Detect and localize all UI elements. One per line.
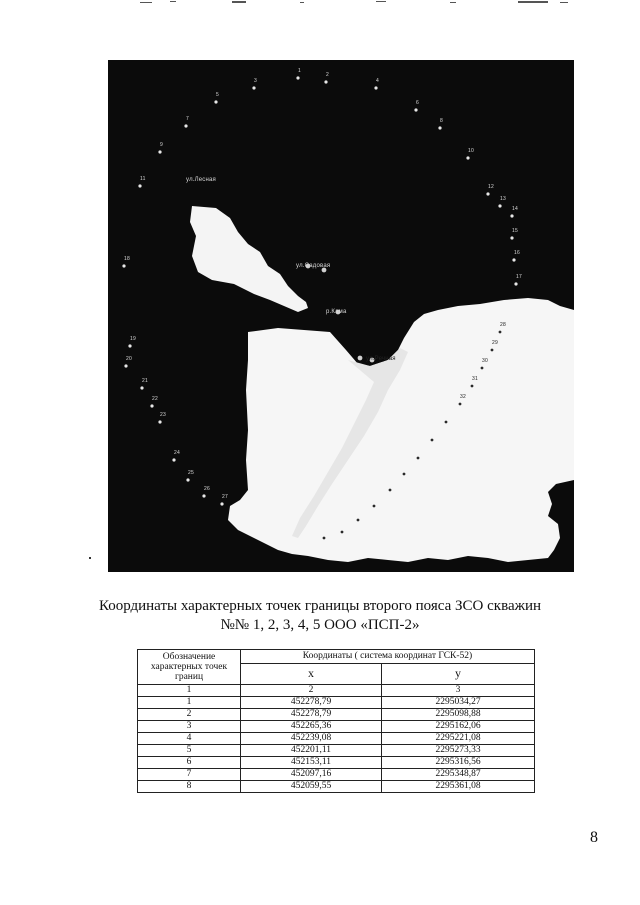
header-y: y [382,663,535,684]
map-point-number: 24 [174,450,180,456]
map-point-number: 26 [204,486,210,492]
map-point-number: 7 [186,116,189,122]
map-point-number: 17 [516,274,522,280]
column-number: 3 [382,685,535,697]
map-point-number: 22 [152,396,158,402]
map-point-number: 8 [440,118,443,124]
map-point-number: 13 [500,196,506,202]
point-number: 5 [138,745,241,757]
map-label: ул.Садовая [296,263,331,269]
map-drawing [108,60,574,572]
map-point-number: 20 [126,356,132,362]
map-point-number: 6 [416,100,419,106]
point-number: 4 [138,733,241,745]
page-number: 8 [590,829,598,846]
scan-specks [0,0,640,20]
header-x: x [241,663,382,684]
map-point-number: 2 [326,72,329,78]
coordinate-y: 2295316,56 [382,757,535,769]
coordinate-x: 452153,11 [241,757,382,769]
coordinate-x: 452265,36 [241,721,382,733]
map-label: ул.Речная [366,356,396,362]
map-point-number: 21 [142,378,148,384]
coordinate-x: 452239,08 [241,733,382,745]
coordinate-x: 452278,79 [241,697,382,709]
coordinate-y: 2295162,06 [382,721,535,733]
table-row [138,709,535,721]
point-number: 1 [138,697,241,709]
point-number: 3 [138,721,241,733]
header-point-name: Обозначение характерных точек границ [138,650,241,685]
map-point-number: 11 [140,176,146,182]
header-coordinates: Координаты ( система координат ГСК-52) [241,650,535,664]
map-point-number: 15 [512,228,518,234]
table-column-number-row [138,685,535,697]
coordinate-y: 2295273,33 [382,745,535,757]
coordinate-y: 2295361,08 [382,781,535,793]
map-point-number: 9 [160,142,163,148]
table-row [138,733,535,745]
coordinate-y: 2295348,87 [382,769,535,781]
table-row [138,769,535,781]
map-point-number: 23 [160,412,166,418]
point-number: 2 [138,709,241,721]
map-point-number: 27 [222,494,228,500]
column-number: 2 [241,685,382,697]
point-number: 7 [138,769,241,781]
column-number: 1 [138,685,241,697]
map-land-upper-left [190,206,308,312]
map-point-number: 12 [488,184,494,190]
scan-speck [89,557,91,559]
table-row [138,721,535,733]
map-point-number: 14 [512,206,518,212]
coordinate-x: 452201,11 [241,745,382,757]
map-label: р.Кама [326,309,347,315]
map-land-lower [228,298,574,562]
document-title-line2: №№ 1, 2, 3, 4, 5 ООО «ПСП-2» [220,617,420,633]
table-row [138,697,535,709]
map-point-number: 5 [216,92,219,98]
map-point-number: 18 [124,256,130,262]
map-figure [108,60,574,572]
coordinate-x: 452097,16 [241,769,382,781]
map-point-number: 4 [376,78,379,84]
map-point-number: 19 [130,336,136,342]
map-label: ул.Лесная [186,177,217,183]
map-point-number: 25 [188,470,194,476]
document-title-line1: Координаты характерных точек границы второго пояса ЗСО скважин [98,598,542,614]
coordinate-x: 452059,55 [241,781,382,793]
coordinate-x: 452278,79 [241,709,382,721]
table-header-row [138,650,535,664]
coordinates-table [137,649,535,793]
map-point-number: 16 [514,250,520,256]
map-point-number: 1 [298,68,301,74]
coordinate-y: 2295034,27 [382,697,535,709]
map-point-number: 30 [482,358,488,364]
map-point-number: 28 [500,322,506,328]
map-point-number: 29 [492,340,498,346]
map-point-number: 32 [460,394,466,400]
point-number: 8 [138,781,241,793]
table-row [138,781,535,793]
map-point-number: 31 [472,376,478,382]
coordinate-y: 2295098,88 [382,709,535,721]
table-row [138,757,535,769]
map-point-number: 3 [254,78,257,84]
coordinate-y: 2295221,08 [382,733,535,745]
table-row [138,745,535,757]
map-point-number: 10 [468,148,474,154]
point-number: 6 [138,757,241,769]
